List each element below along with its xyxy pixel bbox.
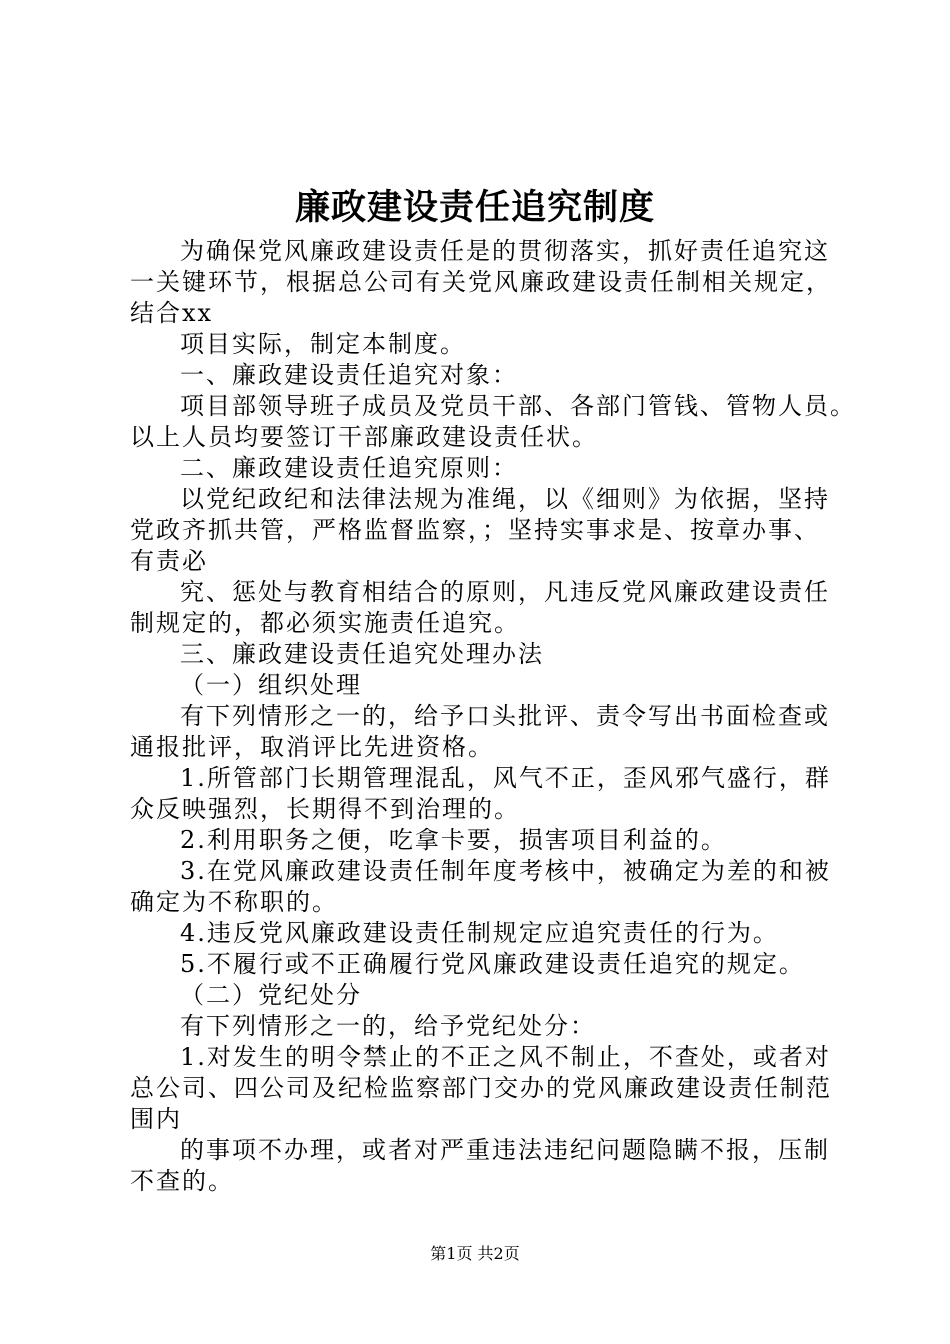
text-line: 一关键环节，根据总公司有关党风廉政建设责任制相关规定， (130, 268, 832, 296)
page-footer: 第1页 共2页 (430, 1244, 520, 1263)
text-line: 有下列情形之一的，给予口头批评、责令写出书面检查或 (180, 702, 830, 730)
text-line: 三、廉政建设责任追究处理办法 (180, 640, 544, 668)
text-line: 总公司、四公司及纪检监察部门交办的党风廉政建设责任制范 (130, 1074, 832, 1102)
text-line: 项目实际，制定本制度。 (180, 330, 466, 358)
text-line: 有下列情形之一的，给予党纪处分： (180, 1012, 596, 1040)
text-line: 2.利用职务之便，吃拿卡要，损害项目利益的。 (180, 826, 727, 854)
text-line: 围内 (130, 1105, 182, 1133)
text-line: 4.违反党风廉政建设责任制规定应追究责任的行为。 (180, 919, 779, 947)
text-line: 党政齐抓共管，严格监督监察，；坚持实事求是、按章办事、 (130, 516, 820, 544)
text-line: 结合xx (130, 299, 214, 327)
text-line: 制规定的，都必须实施责任追究。 (130, 609, 520, 637)
text-line: 不查的。 (130, 1167, 234, 1195)
text-line: 项目部领导班子成员及党员干部、各部门管钱、管物人员。 (180, 392, 856, 420)
text-line: 一、廉政建设责任追究对象： (180, 361, 518, 389)
text-line: 以党纪政纪和法律法规为准绳，以《细则》为依据，坚持 (180, 485, 830, 513)
text-line: 3.在党风廉政建设责任制年度考核中，被确定为差的和被 (180, 857, 831, 885)
text-line: 1.对发生的明令禁止的不正之风不制止，不查处，或者对 (180, 1043, 831, 1071)
text-line: （一）组织处理 (180, 671, 362, 699)
document-title: 廉政建设责任追究制度 (294, 187, 655, 228)
text-line: 的事项不办理，或者对严重违法违纪问题隐瞒不报，压制 (180, 1136, 830, 1164)
document-body (130, 236, 856, 1197)
text-line: 确定为不称职的。 (130, 888, 338, 916)
text-line: 以上人员均要签订干部廉政建设责任状。 (130, 423, 598, 451)
text-line: （二）党纪处分 (180, 981, 362, 1009)
text-line: 有责必 (130, 547, 208, 575)
text-line: 5.不履行或不正确履行党风廉政建设责任追究的规定。 (180, 950, 805, 978)
text-line: 通报批评，取消评比先进资格。 (130, 733, 494, 761)
text-line: 众反映强烈，长期得不到治理的。 (130, 795, 520, 823)
text-line: 1.所管部门长期管理混乱，风气不正，歪风邪气盛行，群 (180, 764, 831, 792)
text-line: 究、惩处与教育相结合的原则，凡违反党风廉政建设责任 (180, 578, 830, 606)
text-line: 二、廉政建设责任追究原则： (180, 454, 518, 482)
text-line: 为确保党风廉政建设责任是的贯彻落实，抓好责任追究这 (180, 237, 830, 265)
